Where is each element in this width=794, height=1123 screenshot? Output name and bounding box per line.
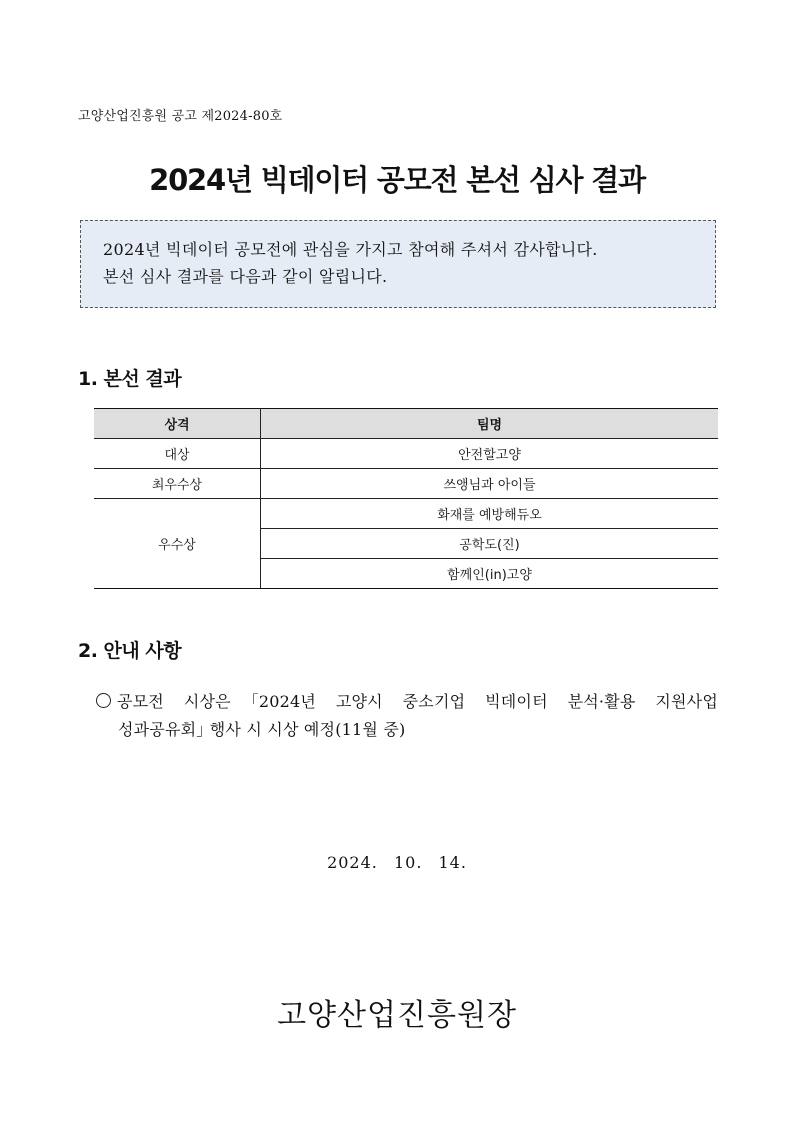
award-cell: 대상 bbox=[94, 439, 261, 469]
award-cell: 우수상 bbox=[94, 499, 261, 589]
notice-word: 중소기업 bbox=[402, 692, 466, 711]
table-row bbox=[94, 469, 718, 499]
signature: 고양산업진흥원장 bbox=[277, 998, 517, 1033]
team-cell: 함께인(in)고양 bbox=[261, 559, 719, 589]
table-row bbox=[94, 499, 718, 529]
intro-box bbox=[80, 220, 716, 308]
award-cell: 최우수상 bbox=[94, 469, 261, 499]
notice-paragraph bbox=[96, 688, 718, 744]
notice-word: 분석·활용 bbox=[567, 692, 636, 711]
circle-bullet-icon bbox=[96, 693, 111, 708]
notice-word: 시상은 bbox=[183, 692, 231, 711]
section-title-results: 1. 본선 결과 bbox=[78, 368, 182, 390]
section-title-notice: 2. 안내 사항 bbox=[78, 640, 182, 662]
intro-line-1: 2024년 빅데이터 공모전에 관심을 가지고 참여해 주셔서 감사합니다. bbox=[103, 240, 598, 259]
team-cell: 쓰앵님과 아이들 bbox=[261, 469, 719, 499]
team-cell: 공학도(진) bbox=[261, 529, 719, 559]
notice-word: 지원사업 bbox=[655, 692, 718, 711]
notice-word: 빅데이터 bbox=[485, 692, 548, 711]
notice-word: 고양시 bbox=[335, 692, 383, 711]
bullet-first-word bbox=[96, 688, 164, 716]
notice-word: ｢2024년 bbox=[250, 692, 316, 711]
table-row bbox=[94, 439, 718, 469]
team-cell: 안전할고양 bbox=[261, 439, 719, 469]
results-table bbox=[94, 408, 718, 589]
notice-number: 고양산업진흥원 공고 제2024-80호 bbox=[78, 109, 283, 124]
document-date: 2024. 10. 14. bbox=[327, 853, 467, 872]
notice-line-2: 성과공유회｣ 행사 시 시상 예정(11월 중) bbox=[118, 720, 406, 739]
header-award: 상격 bbox=[94, 409, 261, 439]
document-title: 2024년 빅데이터 공모전 본선 심사 결과 bbox=[149, 163, 645, 197]
intro-line-2: 본선 심사 결과를 다음과 같이 알립니다. bbox=[103, 267, 388, 286]
notice-line-1 bbox=[96, 688, 718, 716]
header-team: 팀명 bbox=[261, 409, 719, 439]
team-cell: 화재를 예방해듀오 bbox=[261, 499, 719, 529]
table-header-row bbox=[94, 409, 718, 439]
notice-word: 공모전 bbox=[117, 692, 164, 711]
